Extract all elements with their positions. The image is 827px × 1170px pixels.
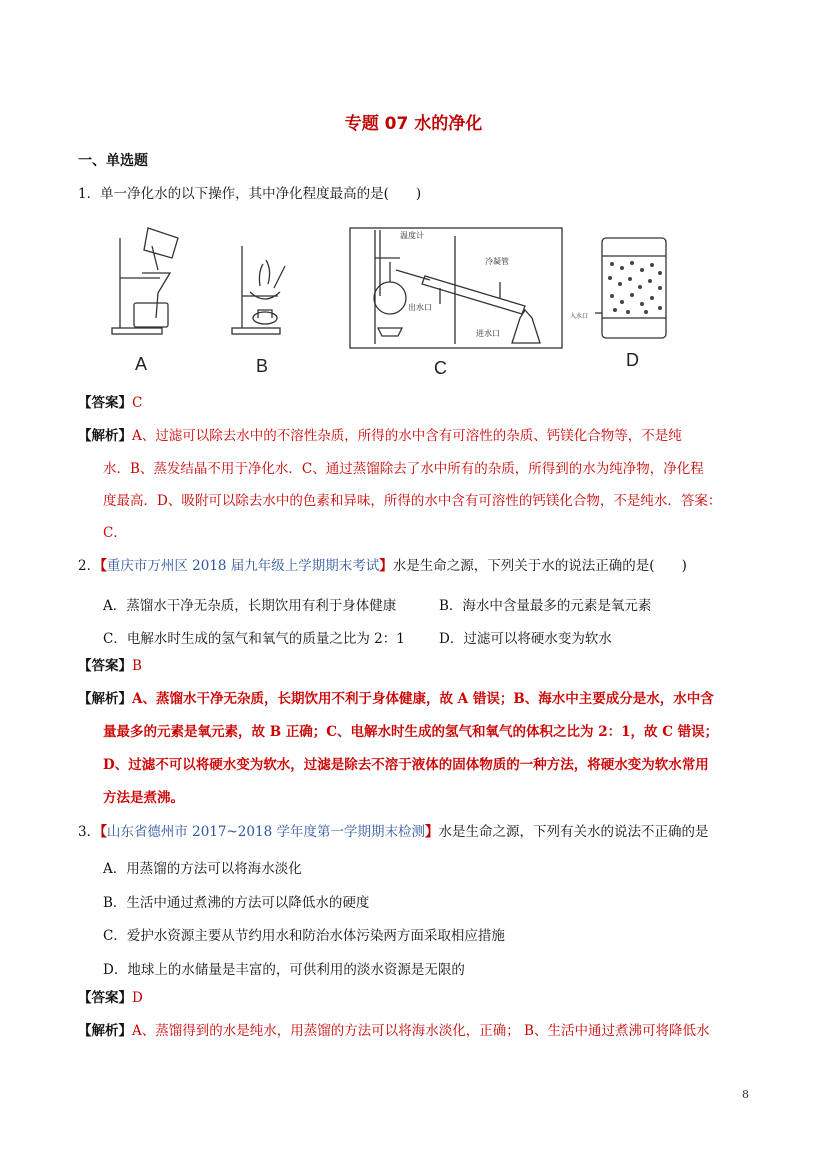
distillation-apparatus bbox=[350, 228, 562, 348]
answer-tag: 【答案】 bbox=[78, 395, 132, 411]
q1-analysis-line-2: 水．B、蒸发结晶不用于净化水．C、通过蒸馏除去了水中所有的杂质，所得到的水为纯净物，净化程 bbox=[103, 461, 704, 477]
q2-analysis-line-3: D、过滤不可以将硬水变为软水，过滤是除去不溶于液体的固体物质的一种方法，将硬水变为软水常用 bbox=[103, 757, 709, 773]
q2-option-d: D．过滤可以将硬水变为软水 bbox=[439, 631, 612, 647]
q1-analysis-line-3: 度最高．D、吸附可以除去水中的色素和异味，所得的水中含有可溶性的钙镁化合物，不是纯水．答案： bbox=[103, 493, 722, 509]
source-bracket-open: 【 bbox=[100, 824, 107, 840]
q3-source: 山东省德州市 2017~2018 学年度第一学期期末检测 bbox=[106, 824, 425, 840]
figure-label-a: A bbox=[135, 354, 148, 374]
figure-label-c: C bbox=[434, 358, 447, 378]
label-inlet: 进水口 bbox=[476, 329, 500, 338]
q2-analysis-line-1 bbox=[78, 689, 714, 709]
analysis-text: A、蒸馏水干净无杂质，长期饮用不利于身体健康，故 A 错误；B、海水中主要成分是水，水中含 bbox=[132, 691, 714, 707]
page-number: 8 bbox=[742, 1088, 749, 1101]
q2-option-a: A．蒸馏水干净无杂质，长期饮用有利于身体健康 bbox=[103, 598, 397, 614]
carbon-particles bbox=[608, 261, 662, 314]
q2-analysis-line-4: 方法是煮沸。 bbox=[103, 790, 184, 806]
answer-tag: 【答案】 bbox=[78, 658, 132, 674]
q2-option-c: C．电解水时生成的氢气和氧气的质量之比为 2：1 bbox=[103, 631, 405, 647]
adsorption-apparatus bbox=[595, 238, 666, 338]
q3-option-a: A．用蒸馏的方法可以将海水淡化 bbox=[103, 861, 302, 877]
q2-question: 水是生命之源，下列关于水的说法正确的是( ) bbox=[392, 558, 687, 574]
q2-stem bbox=[78, 556, 687, 576]
apparatus-drawing bbox=[100, 218, 670, 380]
q1-analysis-line-1 bbox=[78, 426, 682, 446]
page-title: 专题 07 水的净化 bbox=[344, 114, 483, 134]
source-bracket-close: 】 bbox=[424, 824, 439, 840]
q3-stem bbox=[78, 822, 708, 842]
apparatus-figure bbox=[100, 218, 670, 380]
q2-option-b: B．海水中含量最多的元素是氧元素 bbox=[439, 598, 652, 614]
q2-analysis-line-2: 量最多的元素是氧元素，故 B 正确；C、电解水时生成的氢气和氧气的体积之比为 2：1，故 C 错误； bbox=[103, 724, 719, 740]
q2-answer bbox=[78, 656, 142, 676]
q3-option-d: D．地球上的水储量是丰富的，可供利用的淡水资源是无限的 bbox=[103, 962, 465, 978]
section-heading: 一、单选题 bbox=[78, 153, 148, 169]
source-bracket-close: 】 bbox=[379, 558, 393, 574]
q3-number: 3． bbox=[78, 824, 101, 840]
q1-stem: 1．单一净化水的以下操作，其中净化程度最高的是( ) bbox=[78, 186, 422, 202]
filtration-apparatus bbox=[112, 228, 178, 334]
answer-value: D bbox=[132, 990, 143, 1006]
analysis-tag: 【解析】 bbox=[78, 1023, 132, 1039]
q1-answer bbox=[78, 393, 142, 413]
analysis-tag: 【解析】 bbox=[78, 428, 132, 444]
analysis-tag: 【解析】 bbox=[78, 691, 132, 707]
q2-source: 重庆市万州区 2018 届九年级上学期期末考试 bbox=[106, 558, 380, 574]
analysis-text: A、过滤可以除去水中的不溶性杂质，所得的水中含有可溶性的杂质、钙镁化合物等，不是纯 bbox=[132, 428, 682, 444]
q3-question: 水是生命之源，下列有关水的说法不正确的是 bbox=[438, 824, 709, 840]
answer-value: B bbox=[132, 658, 142, 674]
q1-analysis-line-4: C． bbox=[103, 525, 127, 541]
q3-option-c: C．爱护水资源主要从节约用水和防治水体污染两方面采取相应措施 bbox=[103, 928, 505, 944]
analysis-text: A、蒸馏得到的水是纯水，用蒸馏的方法可以将海水淡化，正确； B、生活中通过煮沸可将降低水 bbox=[132, 1023, 710, 1039]
figure-label-b: B bbox=[256, 356, 269, 376]
label-condenser: 冷凝管 bbox=[485, 257, 509, 266]
figure-label-d: D bbox=[626, 350, 639, 370]
evaporation-apparatus bbox=[232, 246, 285, 334]
answer-value: C bbox=[132, 395, 143, 411]
q3-option-b: B．生活中通过煮沸的方法可以降低水的硬度 bbox=[103, 895, 370, 911]
label-water-in: 入水口 bbox=[570, 313, 589, 320]
q3-answer bbox=[78, 988, 143, 1008]
label-outlet: 出水口 bbox=[408, 303, 432, 312]
source-bracket-open: 【 bbox=[100, 558, 107, 574]
q2-number: 2． bbox=[78, 558, 101, 574]
answer-tag: 【答案】 bbox=[78, 990, 132, 1006]
q3-analysis-line-1 bbox=[78, 1021, 709, 1041]
label-thermometer: 温度计 bbox=[400, 231, 424, 240]
